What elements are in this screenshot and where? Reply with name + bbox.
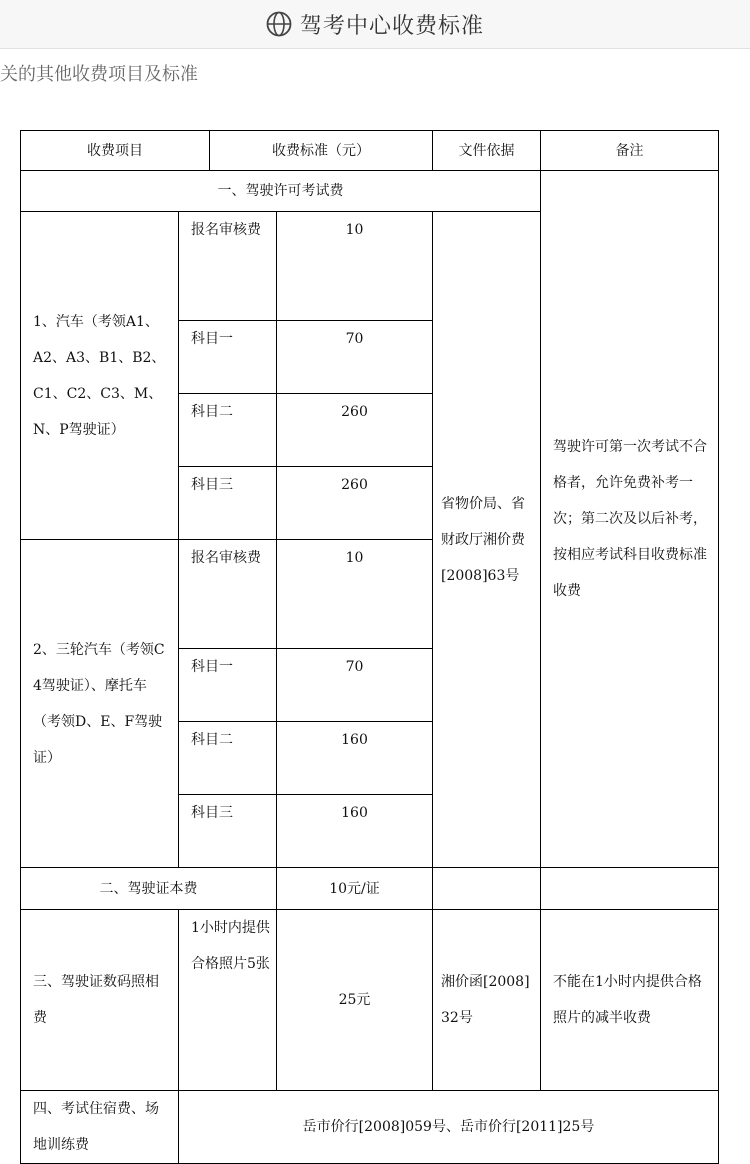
section4-row: [21, 1091, 719, 1164]
page-header: [0, 0, 750, 49]
fee-item-name: 科目二: [179, 394, 277, 467]
section2-fee: 10元/证: [277, 868, 433, 910]
section3-remark: 不能在1小时内提供合格照片的减半收费: [541, 910, 719, 1091]
fee-item-name: 报名审核费: [179, 540, 277, 649]
section3-title: 三、驾驶证数码照相费: [21, 910, 179, 1091]
section2-title: 二、驾驶证本费: [21, 868, 277, 910]
section-subtitle: 关的其他收费项目及标准: [0, 64, 198, 85]
header-item: 收费项目: [21, 131, 210, 171]
header-basis: 文件依据: [433, 131, 541, 171]
globe-icon: [266, 11, 292, 37]
fee-item-name: 科目一: [179, 649, 277, 722]
fee-item-name: 报名审核费: [179, 212, 277, 321]
fee-item-name: 科目三: [179, 795, 277, 868]
section3-detail: 1小时内提供合格照片5张: [179, 910, 277, 1091]
header-standard: 收费标准（元）: [210, 131, 433, 171]
fee-value: 10: [277, 540, 433, 649]
vehicle-type-tricycle-motorcycle: 2、三轮汽车（考领C4驾驶证）、摩托车（考领D、E、F驾驶证）: [21, 540, 179, 868]
exam-remark: 驾驶许可第一次考试不合格者，允许免费补考一次；第二次及以后补考，按相应考试科目收费标准收费: [541, 171, 719, 868]
section4-title: 四、考试住宿费、场地训练费: [21, 1091, 179, 1164]
fee-item-name: 科目一: [179, 321, 277, 394]
section3-basis: 湘价函[2008]32号: [433, 910, 541, 1091]
fee-value: 70: [277, 649, 433, 722]
table-header-row: [21, 131, 719, 171]
fee-value: 260: [277, 467, 433, 540]
page-title: 驾考中心收费标准: [299, 13, 484, 39]
vehicle-type-car: 1、汽车（考领A1、A2、A3、B1、B2、C1、C2、C3、M、N、P驾驶证）: [21, 212, 179, 540]
header-remark: 备注: [541, 131, 719, 171]
section2-remark: [541, 868, 719, 910]
fee-value: 10: [277, 212, 433, 321]
section2-basis: [433, 868, 541, 910]
section4-basis: 岳市价行[2008]059号、岳市价行[2011]25号: [179, 1091, 719, 1164]
section2-row: [21, 868, 719, 910]
section3-row: [21, 910, 719, 1091]
section1-title: 一、驾驶许可考试费: [21, 171, 541, 212]
fee-item-name: 科目二: [179, 722, 277, 795]
header-inner: [266, 9, 484, 40]
fee-item-name: 科目三: [179, 467, 277, 540]
fee-value: 160: [277, 722, 433, 795]
fee-table: [20, 130, 719, 1164]
fee-value: 260: [277, 394, 433, 467]
exam-basis: 省物价局、省财政厅湘价费[2008]63号: [433, 212, 541, 868]
fee-value: 70: [277, 321, 433, 394]
section3-fee: 25元: [277, 910, 433, 1091]
fee-value: 160: [277, 795, 433, 868]
section1-title-row: [21, 171, 719, 212]
